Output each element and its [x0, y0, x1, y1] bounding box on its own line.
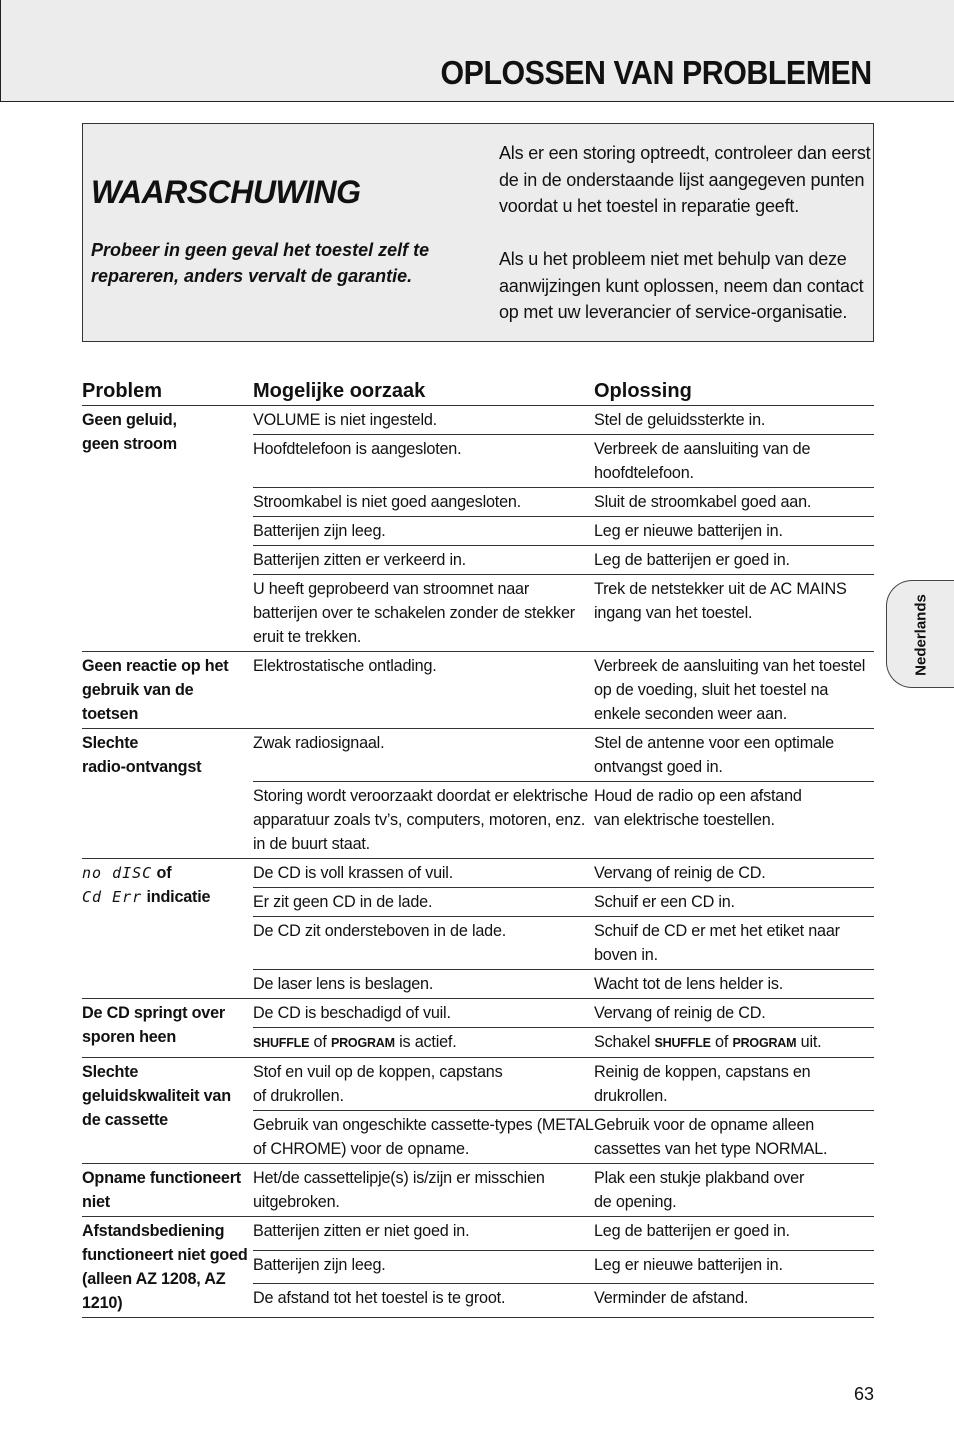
solution-cell: Vervang of reinig de CD.	[594, 999, 874, 1028]
problem-cell: Slechte radio-ontvangst	[82, 729, 253, 859]
lcd-text-cd-err: Cd Err	[82, 888, 143, 906]
cause-cell: De laser lens is beslagen.	[253, 970, 594, 999]
solution-cell: Leg de batterijen er goed in.	[594, 546, 874, 575]
cause-text: is actief.	[394, 1033, 457, 1051]
solution-cell: Vervang of reinig de CD.	[594, 859, 874, 888]
cause-cell: Hoofdtelefoon is aangesloten.	[253, 435, 594, 488]
solution-cell: Sluit de stroomkabel goed aan.	[594, 488, 874, 517]
header-solution: Oplossing	[594, 370, 874, 406]
header-cause: Mogelijke oorzaak	[253, 370, 594, 406]
solution-cell: Wacht tot de lens helder is.	[594, 970, 874, 999]
solution-cell: Reinig de koppen, capstans en drukrollen.	[594, 1058, 874, 1111]
language-tab-label: Nederlands	[912, 594, 930, 676]
table-row	[82, 1217, 874, 1251]
header-problem: Problem	[82, 370, 253, 406]
problem-text-indicatie: indicatie	[142, 888, 211, 906]
solution-cell: Leg de batterijen er goed in.	[594, 1217, 874, 1251]
warning-box	[82, 123, 874, 342]
header-band	[0, 0, 954, 102]
cause-cell	[253, 1028, 594, 1058]
cause-cell: Gebruik van ongeschikte cassette-types (METAL of CHROME) voor de opname.	[253, 1111, 594, 1164]
table-row	[82, 1058, 874, 1111]
solution-cell: Schuif de CD er met het etiket naar boven in.	[594, 917, 874, 970]
problem-cell	[82, 859, 253, 999]
page-title: OPLOSSEN VAN PROBLEMEN	[440, 54, 872, 91]
solution-text: of	[710, 1033, 733, 1051]
solution-cell: Stel de geluidssterkte in.	[594, 406, 874, 435]
cause-cell: Batterijen zijn leeg.	[253, 517, 594, 546]
problem-text-of: of	[152, 864, 172, 882]
language-tab	[886, 580, 954, 688]
solution-cell: Leg er nieuwe batterijen in.	[594, 517, 874, 546]
problem-cell: Geen geluid, geen stroom	[82, 406, 253, 652]
cause-cell: De CD zit ondersteboven in de lade.	[253, 917, 594, 970]
program-label: PROGRAM	[732, 1036, 797, 1050]
solution-cell: Verbreek de aansluiting van het toestel op de voeding, sluit het toestel na enkele seconden weer aan.	[594, 652, 874, 729]
table-row	[82, 729, 874, 782]
cause-cell: U heeft geprobeerd van stroomnet naar batterijen over te schakelen zonder de stekker eruit te trekken.	[253, 575, 594, 652]
page-number: 63	[853, 1384, 874, 1404]
solution-cell: Houd de radio op een afstand van elektrische toestellen.	[594, 782, 874, 859]
problem-cell: Opname functioneert niet	[82, 1164, 253, 1217]
problem-cell: Geen reactie op het gebruik van de toetsen	[82, 652, 253, 729]
table-row	[82, 999, 874, 1028]
table-row	[82, 652, 874, 729]
cause-cell: Zwak radiosignaal.	[253, 729, 594, 782]
cause-cell: Elektrostatische ontlading.	[253, 652, 594, 729]
warning-paragraph-1: Als er een storing optreedt, controleer dan eerst de in de onderstaande lijst aangegeven punten voordat u het toestel in reparatie geeft.	[499, 143, 871, 216]
cause-cell: De CD is beschadigd of vuil.	[253, 999, 594, 1028]
shuffle-label: SHUFFLE	[253, 1036, 310, 1050]
solution-cell: Verminder de afstand.	[594, 1284, 874, 1318]
table-row	[82, 859, 874, 888]
program-label: PROGRAM	[330, 1036, 395, 1050]
solution-cell: Leg er nieuwe batterijen in.	[594, 1250, 874, 1284]
table-row	[82, 1164, 874, 1217]
solution-text: uit.	[796, 1033, 822, 1051]
cause-cell: Stroomkabel is niet goed aangesloten.	[253, 488, 594, 517]
warning-note: Probeer in geen geval het toestel zelf te repareren, anders vervalt de garantie.	[91, 240, 430, 286]
cause-cell: Het/de cassettelipje(s) is/zijn er misschien uitgebroken.	[253, 1164, 594, 1217]
problem-cell: Slechte geluidskwaliteit van de cassette	[82, 1058, 253, 1164]
cause-cell: De afstand tot het toestel is te groot.	[253, 1284, 594, 1318]
cause-cell: Er zit geen CD in de lade.	[253, 888, 594, 917]
warning-title: WAARSCHUWING	[91, 174, 361, 210]
solution-text: Schakel	[594, 1033, 655, 1051]
cause-cell: Batterijen zitten er niet goed in.	[253, 1217, 594, 1251]
solution-cell: Trek de netstekker uit de AC MAINS ingang van het toestel.	[594, 575, 874, 652]
solution-cell: Schuif er een CD in.	[594, 888, 874, 917]
problem-cell: De CD springt over sporen heen	[82, 999, 253, 1058]
cause-cell: Stof en vuil op de koppen, capstans of drukrollen.	[253, 1058, 594, 1111]
cause-text: of	[309, 1033, 331, 1051]
solution-cell: Gebruik voor de opname alleen cassettes van het type NORMAL.	[594, 1111, 874, 1164]
cause-cell: VOLUME is niet ingesteld.	[253, 406, 594, 435]
problem-cell: Afstandsbediening functioneert niet goed (alleen AZ 1208, AZ 1210)	[82, 1217, 253, 1318]
warning-paragraph-2: Als u het probleem niet met behulp van deze aanwijzingen kunt oplossen, neem dan contact op met uw leverancier of service-organisatie.	[499, 249, 864, 322]
solution-cell: Verbreek de aansluiting van de hoofdtelefoon.	[594, 435, 874, 488]
solution-cell: Stel de antenne voor een optimale ontvangst goed in.	[594, 729, 874, 782]
lcd-text-no-disc: no dISC	[82, 864, 153, 882]
shuffle-label: SHUFFLE	[654, 1036, 711, 1050]
table-row	[82, 406, 874, 435]
cause-cell: De CD is voll krassen of vuil.	[253, 859, 594, 888]
troubleshooting-table	[82, 370, 874, 1318]
cause-cell: Batterijen zijn leeg.	[253, 1250, 594, 1284]
solution-cell: Plak een stukje plakband over de opening.	[594, 1164, 874, 1217]
solution-cell	[594, 1028, 874, 1058]
cause-cell: Storing wordt veroorzaakt doordat er elektrische apparatuur zoals tv’s, computers, motoren, enz. in de buurt staat.	[253, 782, 594, 859]
cause-cell: Batterijen zitten er verkeerd in.	[253, 546, 594, 575]
table-header-row	[82, 370, 874, 406]
